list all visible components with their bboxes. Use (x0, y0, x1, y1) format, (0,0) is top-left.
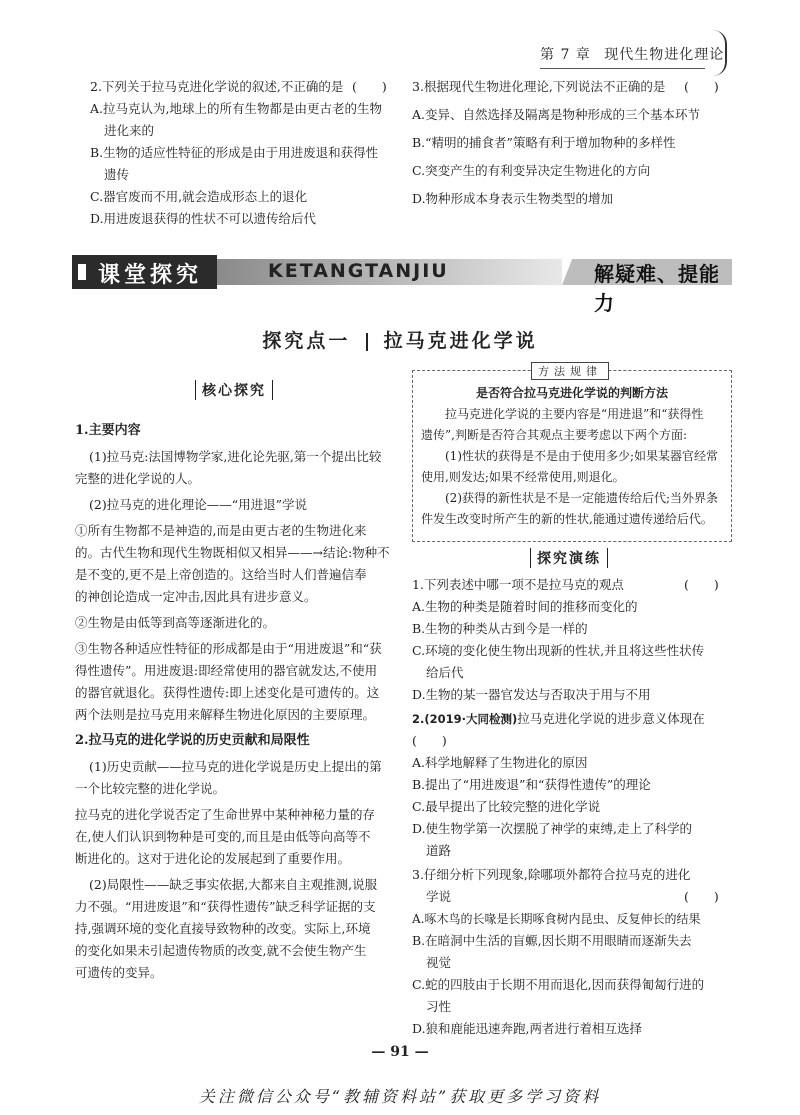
core-label: 核心探究 (195, 380, 273, 400)
banner-slogan: 解疑难、提能力 (594, 262, 720, 315)
question-2-top: 2.下列关于拉马克进化学说的叙述,不正确的是 ( ) A.拉马克认为,地球上的所有生物都是由更古老的生物 进化来的 B.生物的适应性特征的形成是由于用进废退和获得性 遗传 C.器官废而不用,就会造成形态上的退化 D.用进废退获得的性状不可以遗传给后代 (90, 79, 387, 226)
method-label: 方法规律 (531, 362, 609, 380)
section-banner (72, 255, 732, 315)
practice-label: 探究演练 (530, 548, 608, 568)
method-title: 是否符合拉马克进化学说的判断方法 (475, 386, 668, 400)
chapter-number: 第 7 章 (540, 47, 591, 63)
heading-history: 2.拉马克的进化学说的历史贡献和局限性 (75, 733, 310, 748)
header-bracket (713, 30, 727, 76)
chapter-title: 现代生物进化理论 (604, 47, 725, 63)
header-rule (540, 68, 705, 69)
method-box: 方法规律 是否符合拉马克进化学说的判断方法 拉马克进化学说的主要内容是“用进退”和“获得性 遗传”,判断是否符合其观点主要考虑以下两个方面: (1)性状的获得是不是由于使用多少;如果某器官经常 使用,则发达;如果不经常使用,则退化。 (2)获得的新性状是不是一定能遗传给后代;当外界条 件发生改变时所产生的新的性状,能通过遗传递给后代。 (412, 370, 732, 542)
footer-promo: 关注微信公众号“教辅资料站”获取更多学习资料 (198, 1087, 602, 1106)
right-column: 1.下列表述中哪一项不是拉马克的观点 ( ) A.生物的种类是随着时间的推移而变化的 B.生物的种类从古到今是一样的 C.环境的变化使生物出现新的性状,并且将这些性状传 给后代 D.生物的某一器官发达与否取决于用与不用 2.(2019·大同检测)拉马克进化学说的进步意义体现在( ) A.科学地解释了生物进化的原因 B.提出了“用进废退”和“获得性遗传”的理论 C.最早提出了比较完整的进化学说 D.使生物学第一次摆脱了神学的束缚,走上了科学的 道路 3.仔细分析下列现象,除哪项外都符合拉马克的进化 学说 ( ) A.啄木鸟的长喙是长期啄食树内昆虫、反复伸长的结果 B.在暗洞中生活的盲螈,因长期不用眼睛而逐渐失去 视觉 C.蛇的四肢由于长期不用而退化,因而获得匍匐行进的 习性 D.狼和鹿能迅速奔跑,两者进行着相互选择 (412, 577, 719, 1036)
source-tag: 2.(2019·大同检测) (412, 712, 518, 726)
banner-pinyin: KETANGTANJIU (268, 260, 449, 282)
section-title-part2: 拉马克进化学说 (383, 330, 538, 352)
section-title (0, 326, 800, 353)
heading-main-content: 1.主要内容 (75, 423, 141, 438)
page-number: — 91 — (371, 1044, 429, 1060)
banner-mark-icon (78, 264, 86, 280)
question-3-top: 3.根据现代生物进化理论,下列说法不正确的是 ( ) A.变异、自然选择及隔离是物种形成的三个基本环节 B.“精明的捕食者”策略有利于增加物种的多样性 C.突变产生的有利变异决定生物进化的方向 D.物种形成本身表示生物类型的增加 (412, 79, 719, 206)
section-title-part1: 探究点一 (262, 330, 351, 352)
left-column: 1.主要内容 (1)拉马克:法国博物学家,进化论先驱,第一个提出比较 完整的进化学说的人。 (2)拉马克的进化理论——“用进退”学说 ①所有生物都不是神造的,而是由更古老的生物进化来 的。古代生物和现代生物既相似又相异——→结论:物种不 是不变的,更不是上帝创造的。这给当时人们普遍信奉 的神创论造成一定冲击,因此具有进步意义。 ②生物是由低等到高等逐渐进化的。 ③生物各种适应性特征的形成都是由于“用进废退”和“获 得性遗传”。用进废退:即经常使用的器官就发达,不使用 的器官就退化。获得性遗传:即上述变化是可遗传的。这 两个法则是拉马克用来解释生物进化原因的主要原理。 2.拉马克的进化学说的历史贡献和局限性 (1)历史贡献——拉马克的进化学说是历史上提出的第 一个比较完整的进化学说。 拉马克的进化学说否定了生命世界中某种神秘力量的存 在,使人们认识到物种是可变的,而且是由低等向高等不 断进化的。这对于进化论的发展起到了重要作用。 (2)局限性——缺乏事实依据,大都来自主观推测,说服 力不强。“用进废退”和“获得性遗传”缺乏科学证据的支 持,强调环境的变化直接导致物种的改变。实际上,环境 的变化如果未引起遗传物质的改变,就不会使生物产生 可遗传的变异。 (75, 420, 395, 984)
title-divider (366, 333, 368, 351)
banner-title: 课堂探究 (98, 263, 203, 288)
chapter-header (540, 44, 724, 64)
